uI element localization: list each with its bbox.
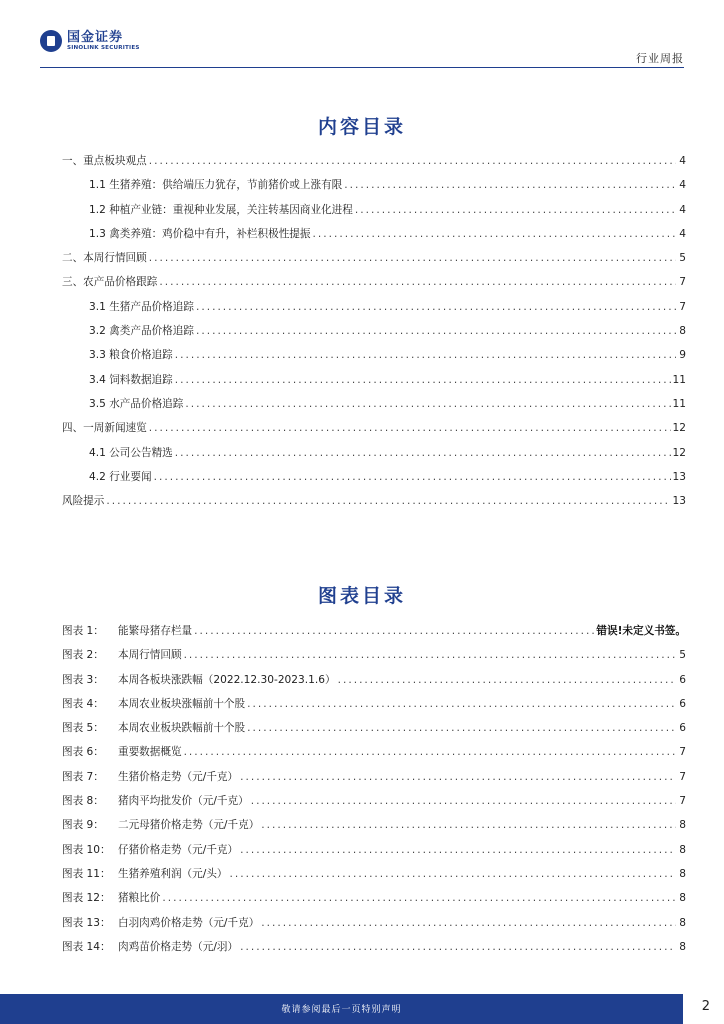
page-number: 2 [701,999,710,1014]
figure-title: 猪肉平均批发价（元/千克） [118,795,249,808]
page-ref: 8 [679,843,686,856]
figure-title: 本周农业板块涨幅前十个股 [118,697,246,710]
figure-entry[interactable] [62,623,686,647]
toc-entry-label: 3.5 水产品价格追踪 [89,397,184,410]
page-ref: 8 [679,916,686,929]
figure-entry[interactable] [62,842,686,866]
page-ref: 13 [672,470,686,483]
logo-name-cn: 国金证券 [67,29,124,45]
toc-entry-label: 1.1 生猪养殖：供给端压力犹存，节前猪价或上涨有限 [89,179,343,192]
toc-entry[interactable] [62,372,686,396]
figure-number: 图表 9： [62,819,104,832]
figure-title: 能繁母猪存栏量 [118,625,193,637]
figure-title: 猪粮比价 [118,892,161,905]
toc-entry-label [62,817,259,832]
header-divider [40,67,684,68]
figure-entry[interactable] [62,866,686,890]
toc-entry-label: 4.1 公司公告精选 [89,446,173,459]
toc-entry-label: 3.2 禽类产品价格追踪 [89,325,194,338]
toc-entry-label: 三、农产品价格跟踪 [62,276,158,289]
toc-entry-label [62,623,192,638]
dot-leader [355,204,676,216]
report-type: 行业周报 [636,52,684,65]
page-ref: 7 [679,795,686,808]
page-ref: 7 [679,300,686,313]
dot-leader [261,917,676,929]
dot-leader [240,771,676,783]
company-logo [40,30,140,52]
figure-number: 图表 14： [62,940,111,953]
page-ref: 11 [672,373,686,386]
figure-entry[interactable] [62,672,686,696]
toc-entry-label: 3.4 饲料数据追踪 [89,373,173,386]
figure-entry[interactable] [62,890,686,914]
page-ref: 6 [679,697,686,710]
figure-entry[interactable] [62,720,686,744]
figure-entry[interactable] [62,647,686,671]
figure-entry[interactable] [62,817,686,841]
dot-leader [313,228,677,240]
toc-entry-label [62,793,249,808]
figure-number: 图表 2： [62,649,104,662]
toc-entry[interactable] [62,226,686,250]
contents-title: 内容目录 [317,116,406,138]
toc-entry[interactable] [62,274,686,298]
page-ref: 5 [679,649,686,662]
toc-entry[interactable] [62,153,686,177]
contents-list [62,153,686,517]
toc-entry-label [62,696,245,711]
figure-entry[interactable] [62,744,686,768]
dot-leader [196,301,676,313]
figure-number: 图表 12： [62,892,111,905]
toc-entry-label [62,915,259,930]
dot-leader [154,471,671,483]
page-ref: 8 [679,940,686,953]
figure-title: 仔猪价格走势（元/千克） [118,843,239,856]
toc-entry[interactable] [62,323,686,347]
logo-name-en: SINOLINK SECURITIES [67,44,140,51]
page-header [0,0,724,70]
figure-number: 图表 5： [62,722,104,735]
toc-entry-label: 3.1 生猪产品价格追踪 [89,300,194,313]
dot-leader [261,819,676,831]
toc-entry-label [62,866,228,881]
logo-icon [40,30,62,52]
dot-leader [149,252,676,264]
toc-entry[interactable] [62,299,686,323]
figures-list [62,623,686,963]
page-ref: 6 [679,673,686,686]
page-ref: 8 [679,892,686,905]
dot-leader [247,698,676,710]
dot-leader [185,398,670,410]
page-ref: 7 [679,276,686,289]
toc-entry-label [62,939,238,954]
toc-entry-label [62,744,182,759]
page-ref: 8 [679,819,686,832]
dot-leader [175,349,676,361]
dot-leader [251,795,676,807]
dot-leader [175,374,671,386]
page-ref: 4 [679,227,686,240]
dot-leader [149,422,671,434]
dot-leader [149,155,676,167]
figure-number: 图表 3： [62,673,104,686]
figure-title: 二元母猪价格走势（元/千克） [118,819,260,832]
toc-entry-label: 风险提示 [62,495,105,508]
figure-title: 本周各板块涨跌幅（2022.12.30-2023.1.6） [118,673,336,686]
figure-number: 图表 13： [62,916,111,929]
page-ref: 5 [679,252,686,265]
toc-entry-label: 二、本周行情回顾 [62,252,147,265]
toc-entry[interactable] [62,469,686,493]
toc-entry-label [62,769,238,784]
toc-entry[interactable] [62,493,686,517]
figure-title: 重要数据概览 [118,746,182,759]
dot-leader [194,625,594,637]
figure-title: 生猪养殖利润（元/头） [118,867,228,880]
page-ref: 13 [672,495,686,508]
page-ref: 7 [679,770,686,783]
toc-entry-label: 1.3 禽类养殖：鸡价稳中有升，补栏积极性提振 [89,227,311,240]
figure-number: 图表 11： [62,867,111,880]
page-ref: 7 [679,746,686,759]
toc-entry-label: 4.2 行业要闻 [89,470,152,483]
figure-title: 本周行情回顾 [118,649,182,662]
figure-number: 图表 4： [62,697,104,710]
toc-entry[interactable] [62,250,686,274]
dot-leader [159,276,676,288]
page-ref: 6 [679,722,686,735]
toc-entry-label: 1.2 种植产业链：重视种业发展，关注转基因商业化进程 [89,203,353,216]
page-ref: 8 [679,867,686,880]
toc-entry[interactable] [62,202,686,226]
figure-number: 图表 1： [62,625,104,637]
figure-title: 白羽肉鸡价格走势（元/千克） [118,916,260,929]
page-ref: 4 [679,155,686,167]
dot-leader [230,868,676,880]
page-ref: 错误!未定义书签。 [596,625,686,637]
page-ref: 4 [679,179,686,192]
figure-title: 生猪价格走势（元/千克） [118,770,239,783]
toc-entry-label: 一、重点板块观点 [62,155,147,167]
toc-entry-label: 四、一周新闻速览 [62,422,147,435]
dot-leader [162,892,676,904]
dot-leader [247,722,676,734]
dot-leader [175,447,671,459]
dot-leader [184,746,676,758]
toc-entry[interactable] [62,177,686,201]
figure-entry[interactable] [62,696,686,720]
toc-entry-label [62,672,336,687]
figure-entry[interactable] [62,915,686,939]
figure-entry[interactable] [62,939,686,963]
figure-title: 本周农业板块跌幅前十个股 [118,722,246,735]
figure-title: 肉鸡苗价格走势（元/羽） [118,940,239,953]
toc-entry[interactable] [62,420,686,444]
footer-disclaimer-note: 敬请参阅最后一页特别声明 [281,1005,402,1015]
toc-entry[interactable] [62,347,686,371]
page-ref: 9 [679,349,686,362]
figure-number: 图表 6： [62,746,104,759]
page-ref: 11 [672,397,686,410]
page-ref: 4 [679,203,686,216]
toc-entry-label: 3.3 粮食价格追踪 [89,349,173,362]
dot-leader [184,649,676,661]
dot-leader [344,179,676,191]
figure-number: 图表 7： [62,770,104,783]
toc-entry-label [62,842,238,857]
toc-entry-label [62,647,182,662]
page-ref: 8 [679,325,686,338]
toc-entry[interactable] [62,396,686,420]
figure-number: 图表 8： [62,795,104,808]
toc-entry-label [62,720,245,735]
page-ref: 12 [672,446,686,459]
figure-number: 图表 10： [62,843,111,856]
dot-leader [106,495,670,507]
dot-leader [240,844,676,856]
dot-leader [240,941,676,953]
page-ref: 12 [672,422,686,435]
toc-entry[interactable] [62,445,686,469]
toc-entry-label [62,890,160,905]
dot-leader [338,674,676,686]
figures-title: 图表目录 [317,585,406,607]
figure-entry[interactable] [62,769,686,793]
figure-entry[interactable] [62,793,686,817]
dot-leader [196,325,676,337]
